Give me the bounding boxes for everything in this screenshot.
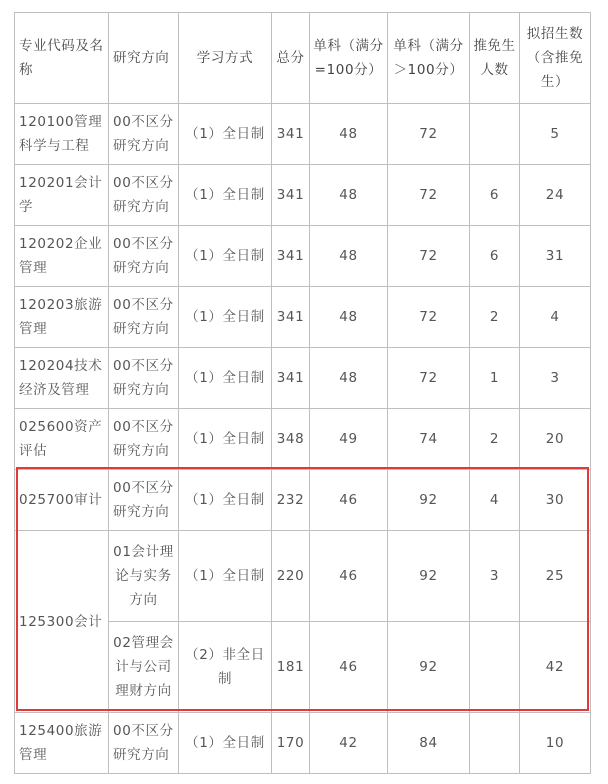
cell-mode: （1）全日制 [179, 104, 272, 165]
cell-mode: （1）全日制 [179, 226, 272, 287]
cell-single-gt100: 72 [388, 104, 470, 165]
admission-score-table [14, 12, 591, 774]
cell-single-100: 48 [310, 287, 388, 348]
cell-plan: 3 [520, 348, 591, 409]
cell-code: 125300会计 [15, 531, 109, 713]
cell-mode: （1）全日制 [179, 348, 272, 409]
cell-total: 341 [272, 348, 310, 409]
cell-single-100: 46 [310, 622, 388, 713]
header-single-gt100: 单科（满分＞100分） [388, 13, 470, 104]
cell-single-gt100: 92 [388, 622, 470, 713]
cell-exempt: 6 [470, 165, 520, 226]
cell-mode: （1）全日制 [179, 409, 272, 470]
header-mode: 学习方式 [179, 13, 272, 104]
header-code: 专业代码及名称 [15, 13, 109, 104]
cell-direction: 01会计理论与实务方向 [109, 531, 179, 622]
cell-total: 220 [272, 531, 310, 622]
header-single-100: 单科（满分=100分） [310, 13, 388, 104]
cell-plan: 24 [520, 165, 591, 226]
cell-total: 170 [272, 713, 310, 774]
cell-mode: （1）全日制 [179, 531, 272, 622]
header-plan: 拟招生数（含推免生） [520, 13, 591, 104]
table-row [15, 409, 591, 470]
table-row [15, 226, 591, 287]
cell-single-100: 48 [310, 348, 388, 409]
cell-plan: 20 [520, 409, 591, 470]
cell-plan: 10 [520, 713, 591, 774]
cell-exempt: 4 [470, 470, 520, 531]
cell-single-gt100: 74 [388, 409, 470, 470]
cell-total: 341 [272, 165, 310, 226]
cell-code: 125400旅游管理 [15, 713, 109, 774]
cell-direction: 00不区分研究方向 [109, 409, 179, 470]
table-row [15, 531, 591, 622]
cell-single-100: 46 [310, 470, 388, 531]
cell-total: 341 [272, 287, 310, 348]
cell-total: 341 [272, 226, 310, 287]
cell-plan: 25 [520, 531, 591, 622]
cell-direction: 00不区分研究方向 [109, 470, 179, 531]
cell-total: 341 [272, 104, 310, 165]
cell-single-100: 42 [310, 713, 388, 774]
table-row [15, 713, 591, 774]
table-row [15, 287, 591, 348]
cell-mode: （1）全日制 [179, 470, 272, 531]
table-row [15, 348, 591, 409]
table-row [15, 470, 591, 531]
cell-single-gt100: 92 [388, 531, 470, 622]
cell-total: 232 [272, 470, 310, 531]
cell-code: 120201会计学 [15, 165, 109, 226]
cell-plan: 5 [520, 104, 591, 165]
cell-plan: 42 [520, 622, 591, 713]
cell-single-100: 48 [310, 104, 388, 165]
cell-code: 120203旅游管理 [15, 287, 109, 348]
cell-direction: 00不区分研究方向 [109, 104, 179, 165]
cell-plan: 31 [520, 226, 591, 287]
cell-plan: 4 [520, 287, 591, 348]
cell-direction: 00不区分研究方向 [109, 165, 179, 226]
cell-plan: 30 [520, 470, 591, 531]
cell-direction: 02管理会计与公司理财方向 [109, 622, 179, 713]
cell-single-100: 48 [310, 165, 388, 226]
header-direction: 研究方向 [109, 13, 179, 104]
cell-mode: （2）非全日制 [179, 622, 272, 713]
cell-exempt: 2 [470, 409, 520, 470]
cell-single-100: 48 [310, 226, 388, 287]
cell-single-100: 46 [310, 531, 388, 622]
table-row [15, 104, 591, 165]
cell-single-gt100: 72 [388, 348, 470, 409]
cell-exempt [470, 104, 520, 165]
header-exempt: 推免生人数 [470, 13, 520, 104]
cell-exempt [470, 713, 520, 774]
cell-code: 025700审计 [15, 470, 109, 531]
cell-single-gt100: 72 [388, 287, 470, 348]
cell-code: 120100管理科学与工程 [15, 104, 109, 165]
cell-exempt: 2 [470, 287, 520, 348]
header-row [15, 13, 591, 104]
cell-single-gt100: 84 [388, 713, 470, 774]
cell-single-100: 49 [310, 409, 388, 470]
cell-code: 120202企业管理 [15, 226, 109, 287]
cell-exempt [470, 622, 520, 713]
table-row [15, 165, 591, 226]
cell-single-gt100: 72 [388, 165, 470, 226]
cell-single-gt100: 72 [388, 226, 470, 287]
cell-code: 025600资产评估 [15, 409, 109, 470]
cell-mode: （1）全日制 [179, 287, 272, 348]
cell-single-gt100: 92 [388, 470, 470, 531]
cell-total: 181 [272, 622, 310, 713]
cell-exempt: 6 [470, 226, 520, 287]
cell-mode: （1）全日制 [179, 165, 272, 226]
cell-direction: 00不区分研究方向 [109, 226, 179, 287]
cell-exempt: 3 [470, 531, 520, 622]
cell-exempt: 1 [470, 348, 520, 409]
cell-total: 348 [272, 409, 310, 470]
cell-direction: 00不区分研究方向 [109, 713, 179, 774]
cell-code: 120204技术经济及管理 [15, 348, 109, 409]
cell-direction: 00不区分研究方向 [109, 348, 179, 409]
cell-mode: （1）全日制 [179, 713, 272, 774]
header-total: 总分 [272, 13, 310, 104]
cell-direction: 00不区分研究方向 [109, 287, 179, 348]
